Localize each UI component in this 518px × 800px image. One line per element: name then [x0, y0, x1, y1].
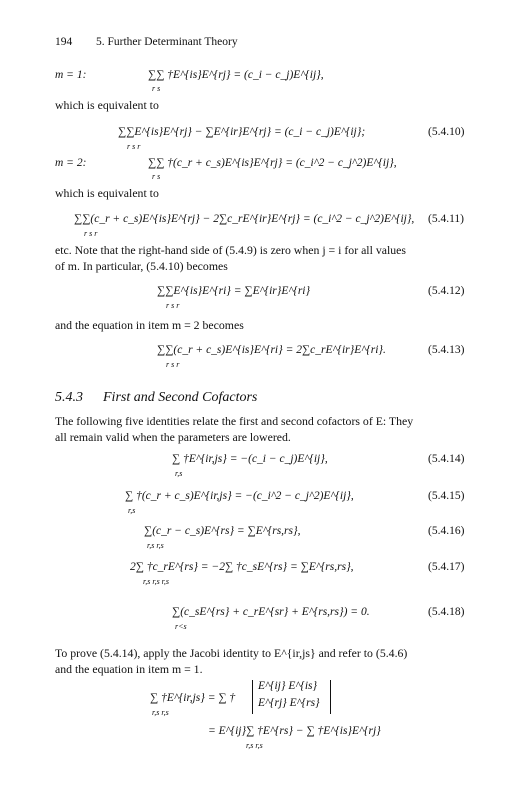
eq-5-4-11-subscripts: r s r [84, 229, 98, 238]
eq-5-4-12-formula: ∑∑E^{is}E^{ri} = ∑E^{ir}E^{ri} [157, 285, 311, 297]
equiv-text-2: which is equivalent to [55, 186, 159, 200]
eq-5-4-13-subscripts: r s r [166, 360, 180, 369]
m2-formula: ∑∑ †(c_r + c_s)E^{is}E^{rj} = (c_i^2 − c_j^2)E^{ij}, [148, 157, 397, 169]
eq-5-4-10-subscripts: r s r [127, 142, 141, 151]
eq-5-4-18-formula: ∑(c_sE^{rs} + c_rE^{sr} + E^{rs,rs}) = 0. [172, 606, 370, 618]
proof-line2-subscripts: r,s r,s [246, 741, 263, 750]
para1-line2: of m. In particular, (5.4.10) becomes [55, 259, 228, 273]
eq-5-4-15-number: (5.4.15) [428, 490, 465, 502]
eq-5-4-15-subscripts: r,s [128, 506, 136, 515]
eq-5-4-18-subscripts: r<s [175, 622, 187, 631]
m1-formula: ∑∑ †E^{is}E^{rj} = (c_i − c_j)E^{ij}, [148, 69, 324, 81]
eq-5-4-14-formula: ∑ †E^{ir,js} = −(c_i − c_j)E^{ij}, [172, 453, 328, 465]
eq-5-4-10-number: (5.4.10) [428, 126, 465, 138]
proof-line2: = E^{ij}∑ †E^{rs} − ∑ †E^{is}E^{rj} [208, 725, 381, 737]
running-title: 5. Further Determinant Theory [96, 36, 238, 48]
eq-5-4-12-number: (5.4.12) [428, 285, 465, 297]
m1-label: m = 1: [55, 69, 87, 81]
page-number: 194 [55, 36, 73, 48]
eq-5-4-14-number: (5.4.14) [428, 453, 465, 465]
eq-5-4-13-number: (5.4.13) [428, 344, 465, 356]
determinant-bar-left [252, 680, 253, 714]
eq-5-4-15-formula: ∑ †(c_r + c_s)E^{ir,js} = −(c_i^2 − c_j^2)E^{ij}, [125, 490, 354, 502]
eq-5-4-10-formula: ∑∑E^{is}E^{rj} − ∑E^{ir}E^{rj} = (c_i − c_j)E^{ij}; [118, 126, 366, 138]
eq-5-4-11-number: (5.4.11) [428, 213, 464, 225]
eq-5-4-17-subscripts: r,s r,s r,s [143, 577, 170, 586]
eq-5-4-17-number: (5.4.17) [428, 561, 465, 573]
eq-5-4-12-subscripts: r s r [166, 301, 180, 310]
section-number: 5.4.3 [55, 390, 83, 405]
para3-line1: The following five identities relate the first and second cofactors of E: They [55, 414, 414, 428]
para4-line1: To prove (5.4.14), apply the Jacobi identity to E^{ir,js} and refer to (5.4.6) [55, 646, 408, 660]
m2-label: m = 2: [55, 157, 87, 169]
eq-5-4-16-formula: ∑(c_r − c_s)E^{rs} = ∑E^{rs,rs}, [144, 525, 301, 537]
equiv-text-1: which is equivalent to [55, 98, 159, 112]
eq-5-4-16-subscripts: r,s r,s [147, 541, 164, 550]
m1-subscripts: r s [152, 84, 161, 93]
eq-5-4-18-number: (5.4.18) [428, 606, 465, 618]
eq-5-4-14-subscripts: r,s [175, 469, 183, 478]
proof-lhs-subscripts: r,s r,s [152, 708, 169, 717]
para4-line2: and the equation in item m = 1. [55, 662, 203, 676]
section-title: First and Second Cofactors [103, 390, 258, 405]
para3-line2: all remain valid when the parameters are lowered. [55, 430, 291, 444]
para1-line1: etc. Note that the right-hand side of (5.4.9) is zero when j = i for all values [55, 243, 406, 257]
eq-5-4-11-formula: ∑∑(c_r + c_s)E^{is}E^{rj} − 2∑c_rE^{ir}E^{rj} = (c_i^2 − c_j^2)E^{ij}, [74, 213, 415, 225]
m2-subscripts: r s [152, 172, 161, 181]
matrix-row-1: E^{ij} E^{is} [258, 680, 318, 692]
determinant-bar-right [330, 680, 331, 714]
para2: and the equation in item m = 2 becomes [55, 318, 244, 332]
matrix-row-2: E^{rj} E^{rs} [258, 697, 320, 709]
proof-lhs: ∑ †E^{ir,js} = ∑ † [150, 692, 236, 704]
eq-5-4-13-formula: ∑∑(c_r + c_s)E^{is}E^{ri} = 2∑c_rE^{ir}E^{ri}. [157, 344, 386, 356]
eq-5-4-17-formula: 2∑ †c_rE^{rs} = −2∑ †c_sE^{rs} = ∑E^{rs,rs}, [130, 561, 354, 573]
eq-5-4-16-number: (5.4.16) [428, 525, 465, 537]
